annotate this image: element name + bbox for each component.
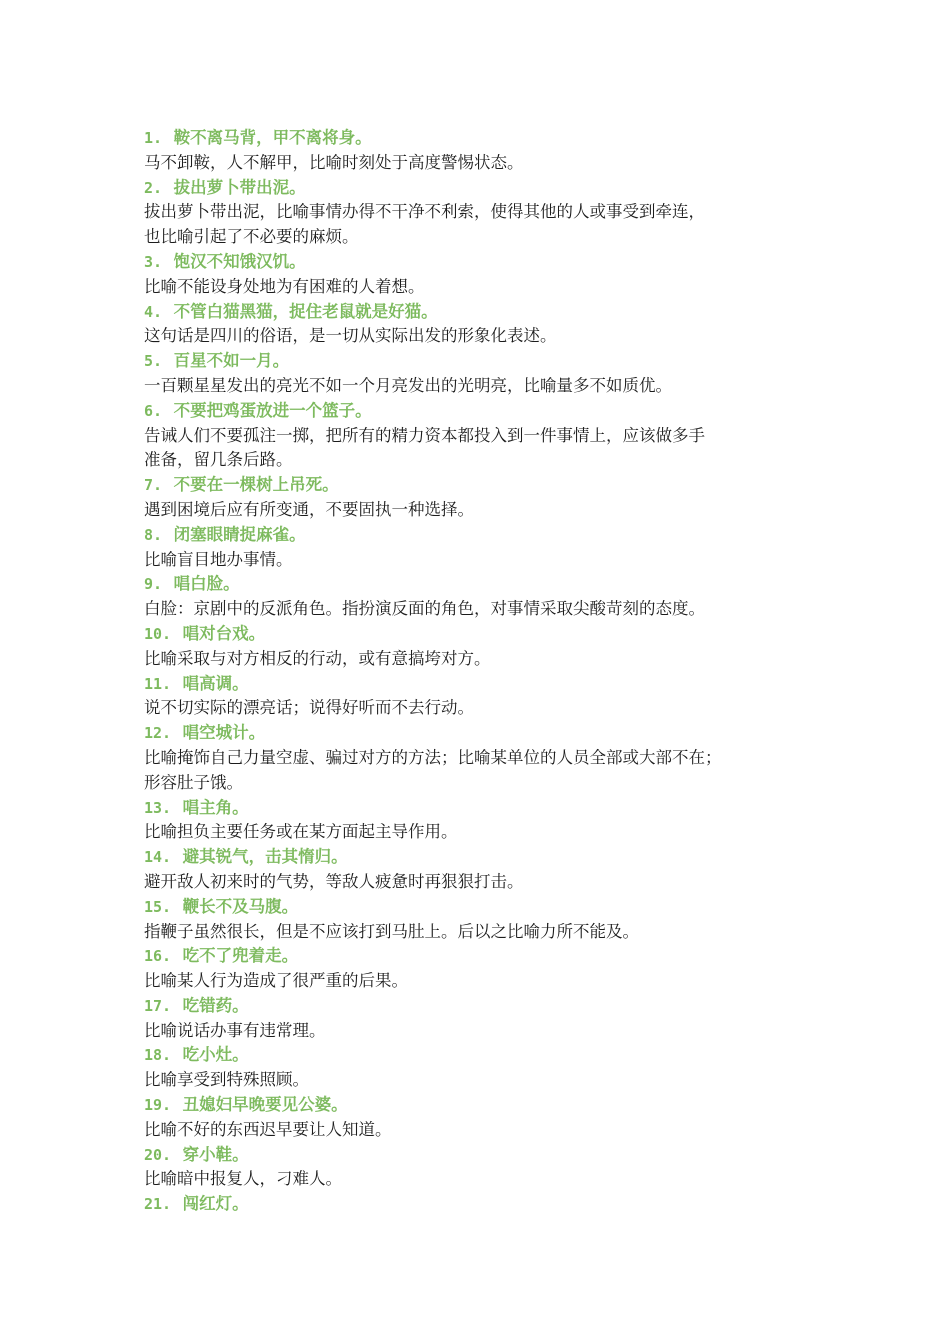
proverb-number: 5.	[144, 352, 163, 371]
proverb-number: 7.	[144, 476, 163, 495]
proverb-number: 1.	[144, 129, 163, 147]
proverb-title-text: 百星不如一月。	[173, 351, 290, 371]
proverb-number: 4.	[144, 302, 163, 321]
proverb-description: 说不切实际的漂亮话；说得好听而不去行动。	[144, 698, 474, 718]
proverb-title-text: 饱汉不知饿汉饥。	[173, 251, 306, 271]
proverb-entry	[144, 845, 824, 895]
proverb-number: 16.	[144, 947, 172, 966]
proverb-title	[144, 126, 824, 151]
proverb-entry	[144, 895, 824, 945]
proverb-description: 避开敌人初来时的气势，等敌人疲惫时再狠狠打击。	[144, 871, 524, 891]
proverb-entry	[144, 126, 824, 176]
proverb-entry	[144, 944, 824, 994]
proverb-title	[144, 944, 824, 969]
proverb-title	[144, 399, 824, 424]
proverb-number: 8.	[144, 525, 163, 544]
proverb-number: 17.	[144, 996, 172, 1015]
proverb-entry	[144, 796, 824, 846]
proverb-description: 一百颗星星发出的亮光不如一个月亮发出的光明亮，比喻量多不如质优。	[144, 375, 672, 395]
proverb-title	[144, 176, 824, 201]
proverb-title	[144, 300, 824, 325]
proverb-description: 比喻担负主要任务或在某方面起主导作用。	[144, 822, 458, 842]
proverb-title-text: 避其锐气，击其惰归。	[182, 847, 348, 867]
proverb-title	[144, 572, 824, 597]
proverb-number: 3.	[144, 252, 163, 271]
proverb-description: 比喻说话办事有违常理。	[144, 1020, 326, 1040]
proverb-number: 11.	[144, 674, 172, 693]
proverb-title	[144, 796, 824, 821]
proverb-title-text: 穿小鞋。	[182, 1144, 249, 1164]
proverb-entry	[144, 176, 824, 250]
proverb-title	[144, 523, 824, 548]
proverb-title-text: 吃小灶。	[182, 1045, 249, 1065]
proverb-description: 这句话是四川的俗语，是一切从实际出发的形象化表述。	[144, 326, 557, 346]
proverb-description: 比喻不能设身处地为有困难的人着想。	[144, 276, 425, 296]
proverb-entry	[144, 1192, 824, 1217]
proverb-entry	[144, 994, 824, 1044]
proverb-title	[144, 1192, 824, 1217]
proverb-number: 9.	[144, 575, 163, 594]
proverb-title-text: 吃错药。	[182, 995, 249, 1015]
proverb-description: 遇到困境后应有所变通，不要固执一种选择。	[144, 499, 474, 519]
proverb-entry	[144, 572, 824, 622]
proverb-title	[144, 672, 824, 697]
proverb-entry	[144, 672, 824, 722]
proverb-title	[144, 1143, 824, 1168]
proverb-title-text: 不要在一棵树上吊死。	[173, 475, 339, 495]
proverb-number: 12.	[144, 724, 172, 743]
proverb-title	[144, 473, 824, 498]
proverb-description: 比喻掩饰自己力量空虚、骗过对方的方法；比喻某单位的人员全部或大部不在； 形容肚子饿。	[144, 747, 722, 792]
proverb-description: 比喻某人行为造成了很严重的后果。	[144, 971, 408, 991]
proverb-number: 14.	[144, 848, 172, 867]
proverb-title-text: 闯红灯。	[182, 1194, 249, 1214]
proverb-title-text: 唱白脸。	[173, 574, 240, 594]
proverb-title-text: 丑媳妇早晚要见公婆。	[182, 1095, 348, 1115]
proverb-number: 6.	[144, 401, 163, 420]
proverb-title	[144, 845, 824, 870]
proverb-title-text: 拔出萝卜带出泥。	[173, 177, 306, 197]
proverb-description: 白脸：京剧中的反派角色。指扮演反面的角色，对事情采取尖酸苛刻的态度。	[144, 599, 705, 619]
proverb-title	[144, 721, 824, 746]
proverb-title	[144, 250, 824, 275]
proverb-description: 马不卸鞍，人不解甲，比喻时刻处于高度警惕状态。	[144, 152, 524, 172]
proverb-title	[144, 895, 824, 920]
proverb-number: 21.	[144, 1195, 172, 1214]
proverb-entry	[144, 349, 824, 399]
proverb-entry	[144, 1043, 824, 1093]
proverb-number: 18.	[144, 1046, 172, 1065]
proverb-title-text: 唱主角。	[182, 797, 249, 817]
proverb-number: 10.	[144, 624, 172, 643]
proverb-description: 指鞭子虽然很长，但是不应该打到马肚上。后以之比喻力所不能及。	[144, 921, 639, 941]
proverb-title-text: 唱高调。	[182, 673, 249, 693]
proverb-description: 比喻盲目地办事情。	[144, 549, 293, 569]
proverb-title-text: 闭塞眼睛捉麻雀。	[173, 524, 306, 544]
proverb-title	[144, 994, 824, 1019]
proverb-title	[144, 1043, 824, 1068]
proverb-entry	[144, 1093, 824, 1143]
proverb-entry	[144, 473, 824, 523]
proverb-number: 13.	[144, 798, 172, 817]
proverb-entry	[144, 300, 824, 350]
proverb-description: 比喻采取与对方相反的行动，或有意搞垮对方。	[144, 648, 491, 668]
proverb-title-text: 唱对台戏。	[182, 623, 266, 643]
proverb-number: 15.	[144, 897, 172, 916]
proverb-entry	[144, 622, 824, 672]
proverb-description: 拔出萝卜带出泥，比喻事情办得不干净不利索，使得其他的人或事受到牵连， 也比喻引起了不必要的麻烦。	[144, 202, 705, 247]
proverb-description: 告诫人们不要孤注一掷，把所有的精力资本都投入到一件事情上，应该做多手 准备，留几条后路。	[144, 425, 705, 470]
proverb-number: 2.	[144, 178, 163, 197]
proverb-title-text: 不管白猫黑猫，捉住老鼠就是好猫。	[173, 301, 438, 321]
proverb-list	[144, 126, 824, 1217]
proverb-entry	[144, 523, 824, 573]
proverb-description: 比喻暗中报复人，刁难人。	[144, 1169, 342, 1189]
proverb-title	[144, 1093, 824, 1118]
proverb-entry	[144, 1143, 824, 1193]
proverb-entry	[144, 399, 824, 473]
proverb-title-text: 鞍不离马背，甲不离将身。	[173, 128, 372, 147]
proverb-number: 19.	[144, 1096, 172, 1115]
proverb-title-text: 不要把鸡蛋放进一个篮子。	[173, 400, 372, 420]
proverb-entry	[144, 250, 824, 300]
proverb-title	[144, 622, 824, 647]
proverb-title	[144, 349, 824, 374]
proverb-title-text: 鞭长不及马腹。	[182, 896, 299, 916]
proverb-title-text: 唱空城计。	[182, 723, 266, 743]
proverb-description: 比喻享受到特殊照顾。	[144, 1070, 309, 1090]
proverb-entry	[144, 721, 824, 795]
proverb-title-text: 吃不了兜着走。	[182, 946, 299, 966]
proverb-number: 20.	[144, 1145, 172, 1164]
proverb-description: 比喻不好的东西迟早要让人知道。	[144, 1119, 392, 1139]
